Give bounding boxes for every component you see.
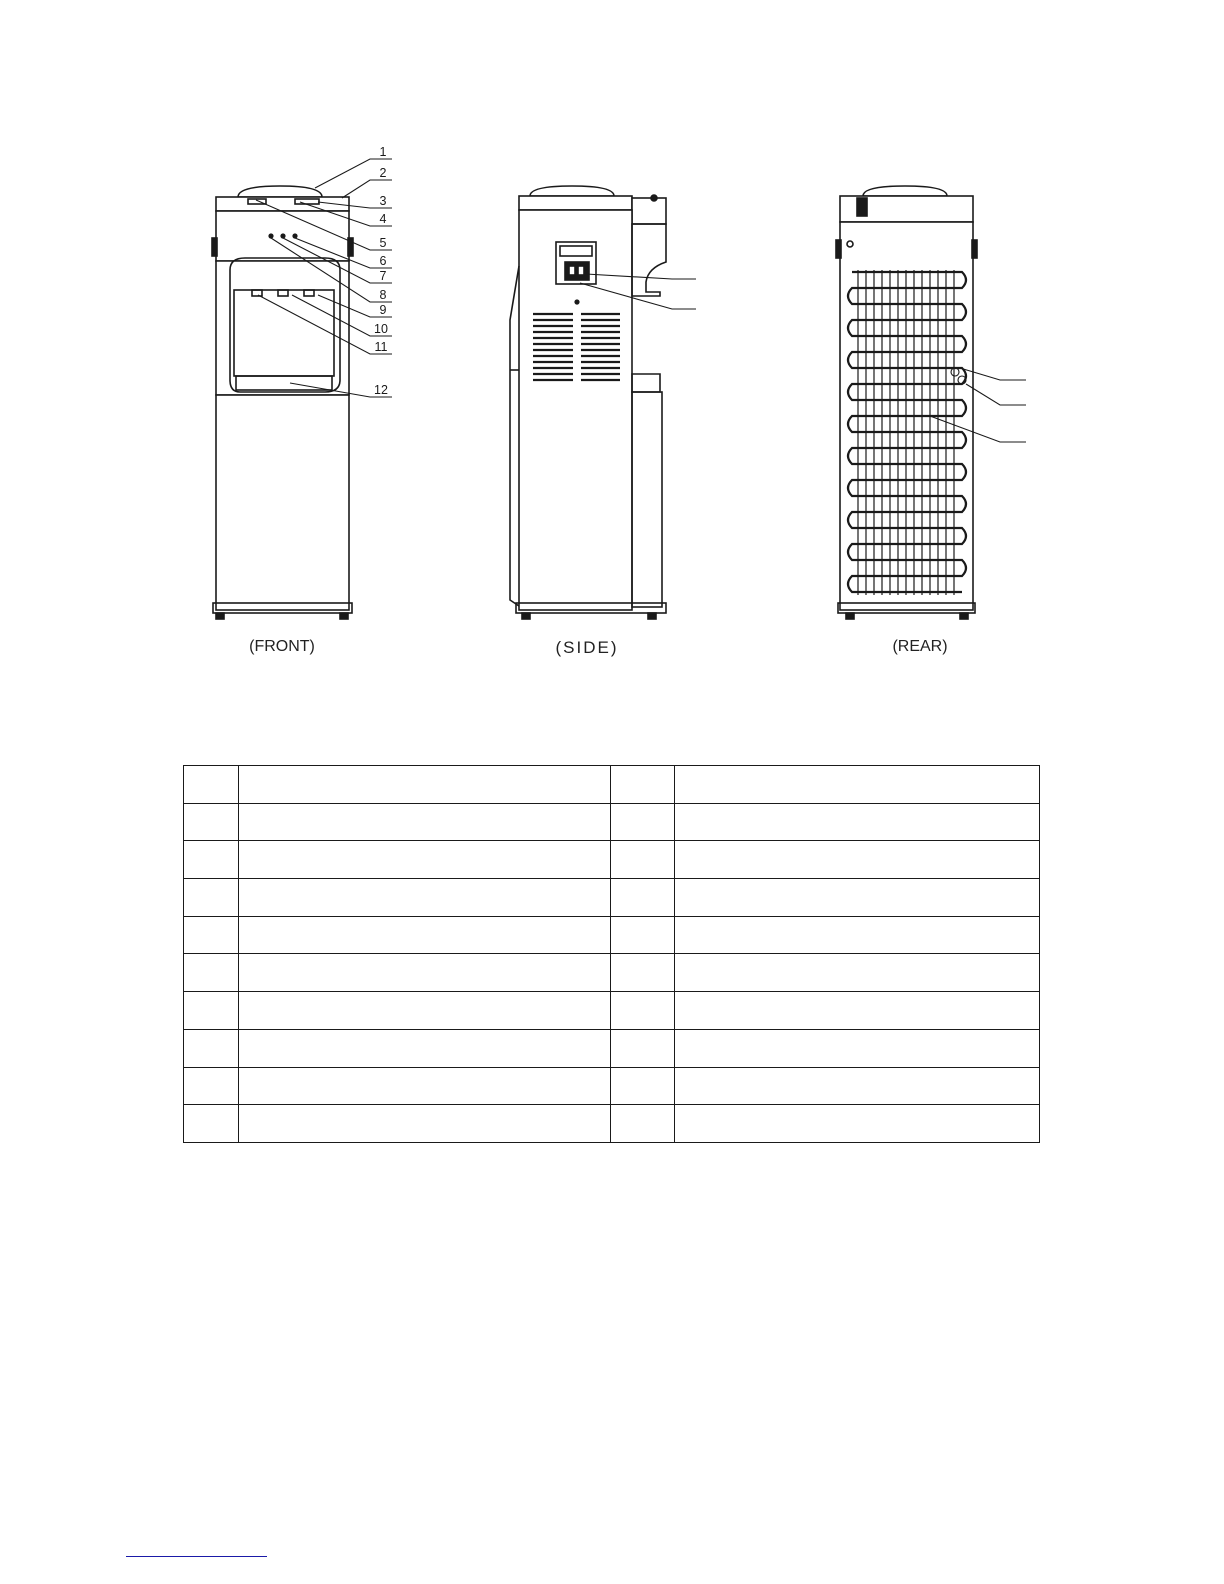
callout-2: 2 — [379, 166, 387, 180]
front-view-label: (FRONT) — [249, 638, 315, 655]
table-cell — [239, 1029, 611, 1067]
table-cell — [675, 1067, 1040, 1105]
table-cell — [611, 879, 675, 917]
callout-5: 5 — [379, 236, 387, 250]
table-cell — [611, 1105, 675, 1143]
table-cell — [675, 841, 1040, 879]
table-row — [184, 879, 1040, 917]
side-view-label: (SIDE) — [555, 638, 619, 657]
callout-7: 7 — [379, 269, 387, 283]
table-cell — [184, 954, 239, 992]
table-cell — [675, 879, 1040, 917]
table-cell — [184, 841, 239, 879]
table-cell — [239, 1105, 611, 1143]
table-cell — [611, 1029, 675, 1067]
table-cell — [675, 916, 1040, 954]
callout-4: 4 — [379, 212, 387, 226]
table-row — [184, 766, 1040, 804]
side-view — [510, 186, 696, 619]
rear-view — [836, 186, 1026, 619]
table-cell — [239, 879, 611, 917]
callout-11: 11 — [374, 340, 388, 354]
table-cell — [611, 954, 675, 992]
callout-10: 10 — [374, 322, 388, 336]
callout-8: 8 — [379, 288, 387, 302]
footer-rule — [126, 1556, 267, 1557]
table-cell — [184, 992, 239, 1030]
table-row — [184, 1067, 1040, 1105]
table-cell — [239, 1067, 611, 1105]
table-cell — [239, 992, 611, 1030]
table-cell — [184, 879, 239, 917]
table-row — [184, 1029, 1040, 1067]
front-view — [212, 159, 392, 619]
rear-view-label: (REAR) — [892, 638, 948, 655]
table-cell — [675, 803, 1040, 841]
table-cell — [675, 1029, 1040, 1067]
table-cell — [184, 1029, 239, 1067]
table-cell — [184, 766, 239, 804]
table-cell — [184, 803, 239, 841]
table-cell — [184, 1067, 239, 1105]
table-cell — [611, 1067, 675, 1105]
table-cell — [611, 992, 675, 1030]
table-cell — [239, 803, 611, 841]
table-cell — [675, 992, 1040, 1030]
table-cell — [675, 766, 1040, 804]
table-row — [184, 916, 1040, 954]
product-diagram — [0, 0, 1224, 700]
callout-12: 12 — [374, 383, 388, 397]
table-cell — [239, 841, 611, 879]
table-cell — [675, 954, 1040, 992]
table-cell — [239, 766, 611, 804]
table-cell — [611, 766, 675, 804]
table-cell — [611, 841, 675, 879]
table-cell — [611, 803, 675, 841]
callout-3: 3 — [379, 194, 387, 208]
parts-table — [183, 765, 1040, 1143]
table-cell — [239, 916, 611, 954]
callout-1: 1 — [379, 145, 387, 159]
table-row — [184, 803, 1040, 841]
table-cell — [184, 1105, 239, 1143]
table-cell — [675, 1105, 1040, 1143]
table-row — [184, 1105, 1040, 1143]
table-cell — [611, 916, 675, 954]
table-cell — [239, 954, 611, 992]
table-row — [184, 954, 1040, 992]
callout-6: 6 — [379, 254, 387, 268]
front-callout-numbers — [374, 145, 388, 397]
table-row — [184, 841, 1040, 879]
table-row — [184, 992, 1040, 1030]
table-cell — [184, 916, 239, 954]
callout-9: 9 — [379, 303, 387, 317]
